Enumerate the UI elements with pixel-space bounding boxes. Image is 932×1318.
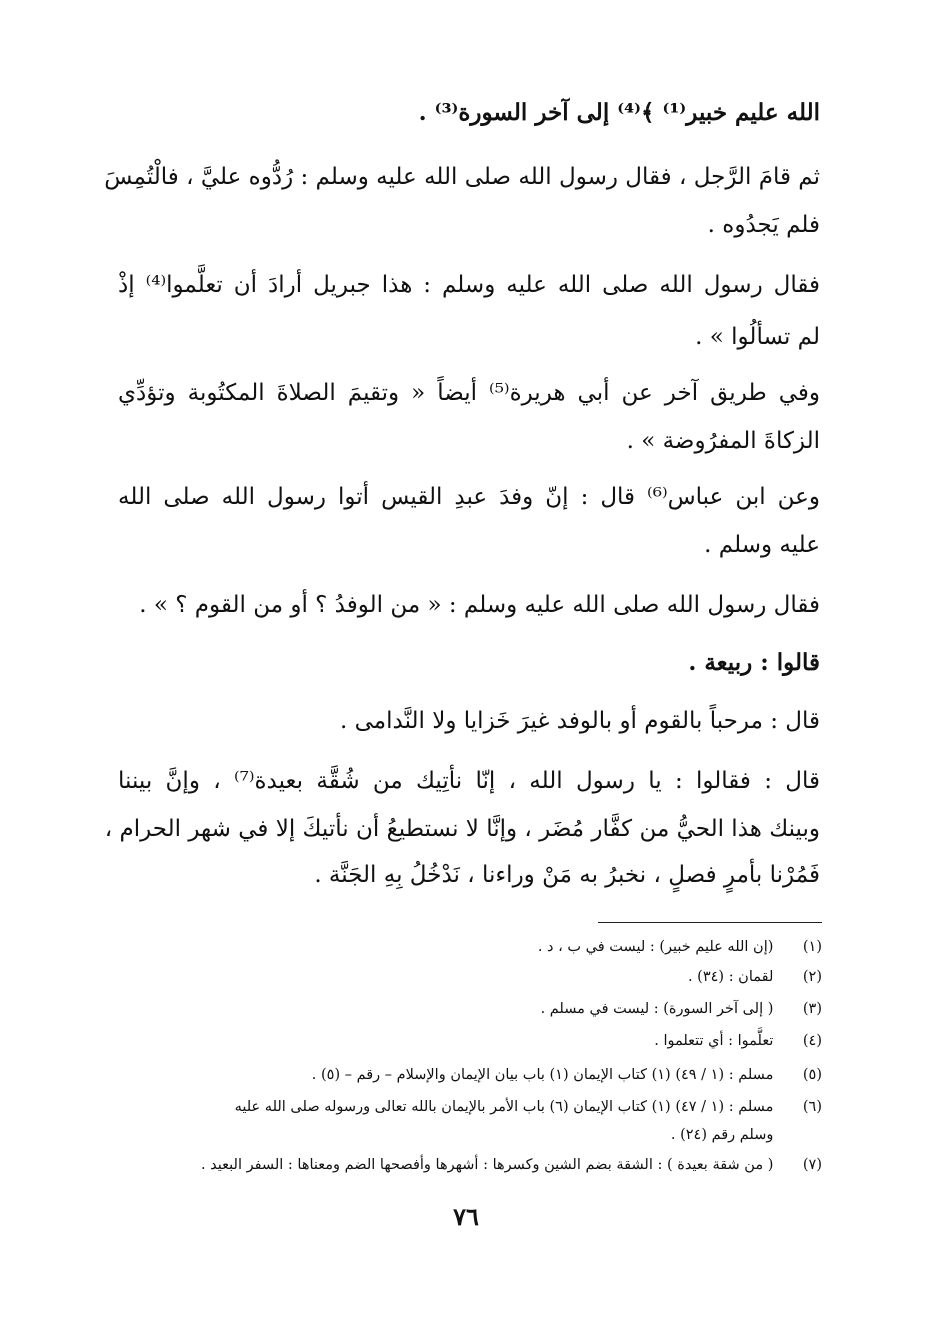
footnote-text: لقمان : (٣٤) .	[687, 969, 774, 985]
footnote-number: (٤)	[802, 1033, 822, 1049]
footnote-text: مسلم : (١ / ٤٩) (١) كتاب الإيمان (١) باب بيان الإيمان والإسلام – رقم – (٥) .	[311, 1067, 774, 1083]
footnote-number: (٣)	[802, 1001, 822, 1017]
footnote-6-continued	[110, 1124, 822, 1146]
body-line-5: لم تسألُوا » .	[695, 324, 820, 350]
body-line-4: فقال رسول الله صلى الله عليه وسلم : هذا جبريل أرادَ أن تعلَّموا⁽⁴⁾ إذْ	[118, 272, 820, 298]
body-line-10: فقال رسول الله صلى الله عليه وسلم : « من الوفدُ ؟ أو من القوم ؟ » .	[139, 592, 820, 618]
footnote-number: (٥)	[802, 1067, 822, 1083]
body-line-8: وعن ابن عباس⁽⁶⁾ قال : إنّ وفدَ عبدِ القيس أتوا رسول الله صلى الله	[118, 484, 820, 510]
footnote-separator	[598, 922, 822, 923]
page-number: ٧٦	[453, 1202, 479, 1231]
footnote-text: ( إلى آخر السورة) : ليست في مسلم .	[540, 1001, 774, 1017]
footnote-3	[110, 998, 822, 1020]
footnote-number: (٢)	[802, 969, 822, 985]
footnote-4	[110, 1030, 822, 1052]
body-line-9: عليه وسلم .	[704, 532, 820, 558]
body-line-11: قالوا : ربيعة .	[688, 649, 820, 676]
footnote-6	[110, 1096, 822, 1118]
footnote-text: مسلم : (١ / ٤٧) (١) كتاب الإيمان (٦) باب الأمر بالإيمان بالله تعالى ورسوله صلى الله عليه	[234, 1099, 774, 1115]
footnote-text: وسلم رقم (٢٤) .	[670, 1127, 774, 1143]
footnote-number: (٦)	[802, 1099, 822, 1115]
footnote-1	[110, 936, 822, 958]
footnote-5	[110, 1064, 822, 1086]
footnote-text: تعلَّموا : أي تتعلموا .	[654, 1033, 774, 1049]
footnote-7	[110, 1154, 822, 1176]
body-line-13: قال : فقالوا : يا رسول الله ، إنّا نأتِيك من شُقَّة بعيدة⁽⁷⁾ ، وإنَّ بيننا	[118, 768, 820, 794]
footnote-number: (٧)	[802, 1157, 822, 1173]
body-line-2: ثم قامَ الرَّجل ، فقال رسول الله صلى الله عليه وسلم : رُدُّوه عليَّ ، فالْتُمِسَ	[104, 164, 820, 190]
footnote-text: (إن الله عليم خبير) : ليست في ب ، د .	[537, 939, 774, 955]
body-line-1: الله عليم خبير⁽¹⁾ ﴾⁽⁴⁾ إلى آخر السورة⁽³⁾ .	[418, 99, 820, 126]
footnote-text: ( من شقة بعيدة ) : الشقة بضم الشين وكسرها : أشهرها وأفصحها الضم ومعناها : السفر البعيد .	[200, 1157, 774, 1173]
footnote-2	[110, 966, 822, 988]
body-line-15: فَمُرْنا بأمرٍ فصلٍ ، نخبرُ به مَنْ وراءنا ، نَدْخُلُ بِهِ الجَنَّة .	[314, 862, 820, 888]
body-line-7: الزكاةَ المفرُوضة » .	[626, 428, 820, 454]
body-line-14: وبينك هذا الحيُّ من كفَّار مُضَر ، وإنَّا لا نستطيعُ أن نأتيكَ إلا في شهر الحرام ،	[104, 816, 820, 842]
body-line-3: فلم يَجدُوه .	[707, 212, 820, 238]
footnote-number: (١)	[802, 939, 822, 955]
body-line-6: وفي طريق آخر عن أبي هريرة⁽⁵⁾ أيضاً « وتقيمَ الصلاةَ المكتُوبة وتؤدِّي	[118, 380, 820, 406]
body-line-12: قال : مرحباً بالقوم أو بالوفد غيرَ خَزايا ولا النَّدامى .	[340, 708, 820, 734]
